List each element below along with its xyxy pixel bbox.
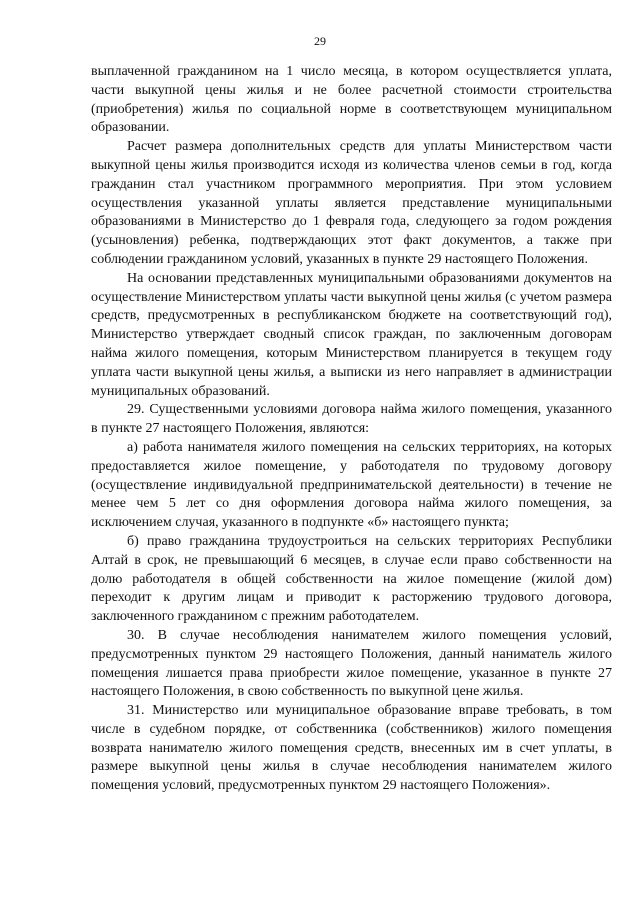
paragraph: На основании представленных муниципальными образованиями документов на осуществление Министерством уплаты части выкупной цены жилья (с учетом размера средств, предусмотренных в республиканском бюджете на соответствующий год), Министерство утверждает сводный список граждан, по заключенным договорам найма жилого помещения, которым Министерством планируется в текущем году уплата части выкупной цены жилья, а выписки из него направляет в администрации муниципальных образований. [91, 270, 612, 399]
paragraph: б) право гражданина трудоустроиться на сельских территориях Республики Алтай в срок, не превышающий 6 месяцев, в случае если право собственности на долю работодателя в общей собственности на жилое помещение (жилой дом) переходит к другим лицам и приводит к расторжению трудового договора, заключенного гражданином с прежним работодателем. [91, 533, 612, 625]
paragraph: 30. В случае несоблюдения нанимателем жилого помещения условий, предусмотренных пунктом 29 настоящего Положения, данный наниматель жилого помещения лишается права приобрести жилое помещение, указанное в пункте 27 настоящего Положения, в свою собственность по выкупной цене жилья. [91, 627, 612, 700]
paragraph: Расчет размера дополнительных средств для уплаты Министерством части выкупной цены жилья производится исходя из количества членов семьи в год, когда гражданин стал участником программного мероприятия. При этом условием осуществления указанной уплаты является представление муниципальными образованиями в Министерство до 1 февраля года, следующего за годом рождения (усыновления) ребенка, подтверждающих этот факт документов, а также при соблюдении гражданином условий, указанных в пункте 29 настоящего Положения. [91, 139, 612, 267]
paragraph: а) работа нанимателя жилого помещения на сельских территориях, на которых предоставляется жилое помещение, у работодателя по трудовому договору (осуществление индивидуальной предпринимательской деятельности) в течение не менее чем 5 лет со дня оформления договора найма жилого помещения, за исключением случая, указанного в подпункте «б» настоящего пункта; [91, 439, 612, 531]
page-number: 29 [314, 34, 326, 48]
paragraph: 29. Существенными условиями договора найма жилого помещения, указанного в пункте 27 настоящего Положения, являются: [91, 402, 612, 437]
document-body [91, 63, 612, 796]
paragraph: 31. Министерство или муниципальное образование вправе требовать, в том числе в судебном порядке, от собственника (собственников) жилого помещения возврата нанимателю жилого помещения средств, внесенных им в счет уплаты, в размере выкупной цены жилья в случае несоблюдения нанимателем жилого помещения условий, предусмотренных пунктом 29 настоящего Положения». [91, 703, 612, 794]
paragraph: выплаченной гражданином на 1 число месяца, в котором осуществляется уплата, части выкупной цены жилья и не более расчетной стоимости строительства (приобретения) жилья по социальной норме в соответствующем муниципальном образовании. [91, 64, 612, 136]
